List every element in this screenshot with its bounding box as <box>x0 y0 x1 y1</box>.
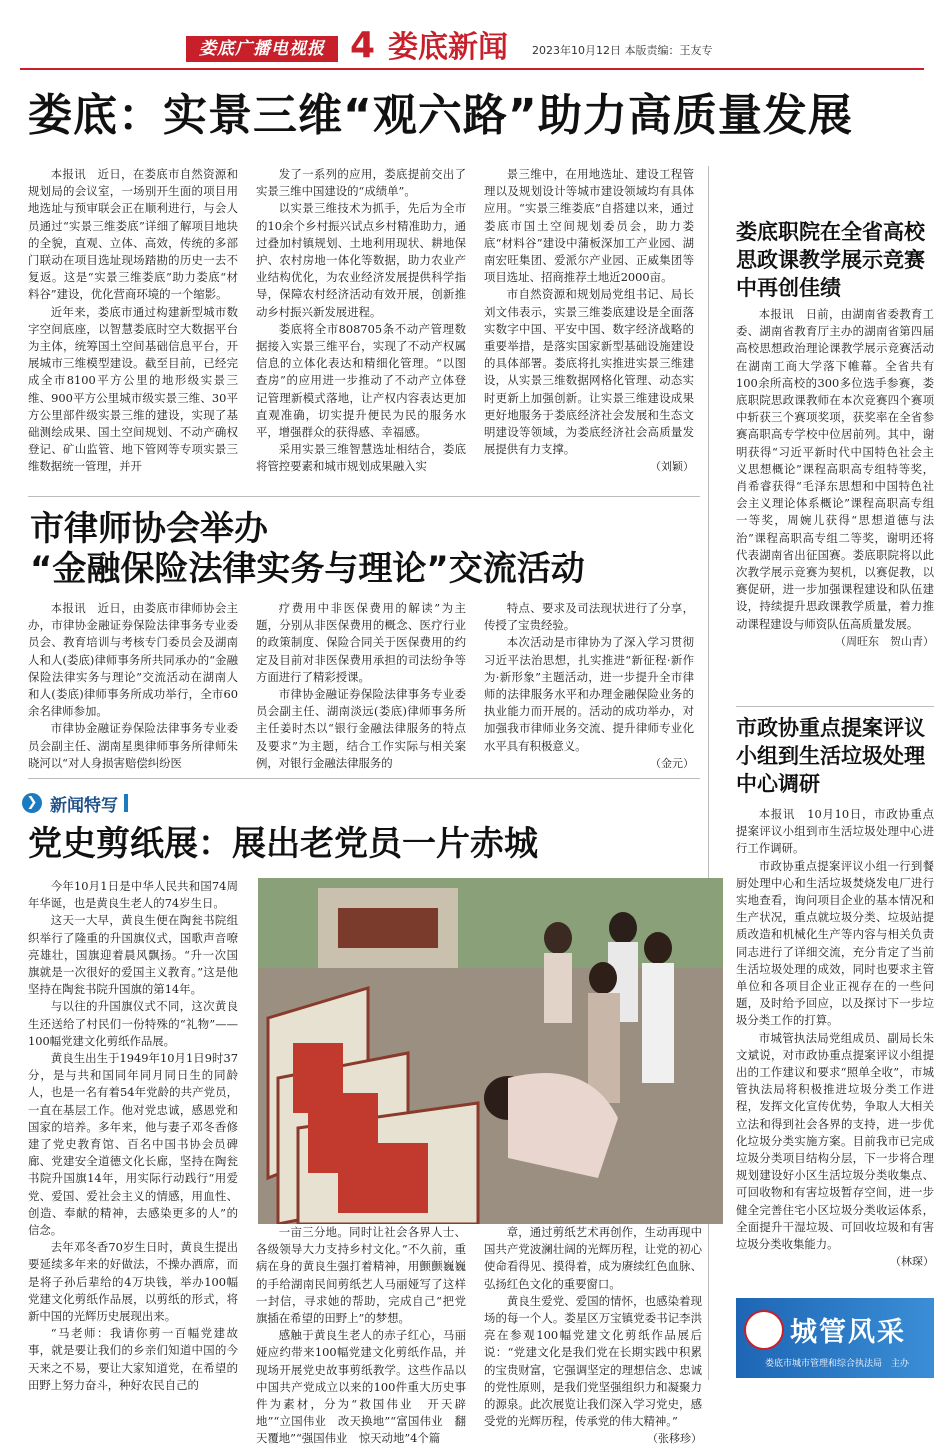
article2-paragraph: 本次活动是市律协为了深入学习贯彻习近平法治思想，扎实推进“新征程·新作为·新形象”主题活动，进一步提升全市律师的法律服务水平和办理金融保险业务的执业能力而开展的。活动的成功举办，对加强我市律师业务交流、提升律师专业化水平具有积极意义。 <box>484 635 694 753</box>
sidebar2-signature: （林琛） <box>890 1255 934 1269</box>
banner-title: 城管风采 <box>790 1317 906 1348</box>
emblem-icon <box>744 1310 784 1350</box>
sidebar-divider <box>736 706 934 707</box>
feature-tag-bar <box>124 794 128 812</box>
section-divider <box>28 778 700 779</box>
feature-tag <box>22 790 128 816</box>
article1-paragraph: 近年来，娄底市通过构建新型城市数字空间底座，以智慧娄底时空大数据平台为主体，统筹国土空间基础信息平台，开展城市三维模型建设。截至目前，已经完成全市8100平方公里的地形级实景三维、900平方公里城市级实景三维、30平方公里部件级实景三维的建设，实现了基础测绘成果、国土空间规划、不动产确权登记、矿山监管、地下管网等专项实景三维数据统一管理，并开 <box>28 304 238 474</box>
article2-headline-line2: “金融保险法律实务与理论”交流活动 <box>30 549 585 589</box>
article2-column-2 <box>256 600 466 772</box>
sidebar1-paragraph: 本报讯 日前，由湖南省委教育工委、湖南省教育厅主办的湖南省第四届高校思想政治理论课教学展示竞赛活动在湖南工商大学落下帷幕。全省共有100余所高校的300多位选手参赛，娄底职院思政课教师在本次竞赛四个赛项中斩获三个赛项奖项，获奖率在全省参赛高职高专学校中位居前列。其中，谢明获得“习近平新时代中国特色社会主义思想概论”课程高职高专组特等奖，肖希睿获得“毛泽东思想和中国特色社会主义理论体系概论”课程高职高专组一等奖，周婉儿获得“思想道德与法治”课程高职高专组二等奖，谢明还将代表湖南省出征国赛。娄底职院将以此次教学展示竞赛为契机，以赛促教，以赛促研，进一步加强课程建设和队伍建设，持续提升思政课教学质量，着力推动课程建设与师资队伍高质量发展。 <box>736 307 934 631</box>
article1-paragraph: 以实景三维技术为抓手，先后为全市的10余个乡村振兴试点乡村精准助力，通过叠加村镇规划、土地利用现状、耕地保护、农村房地一体化等数据，助力农业产业结构优化，为农业经济发展提供科学指导，保障农村经济活动有效开展，创新推动乡村振兴新发展进程。 <box>256 201 466 319</box>
article3-signature: （张移珍） <box>647 1432 702 1446</box>
article3-paragraph: “马老师：我请你剪一百幅党建故事，就是要让我们的乡亲们知道中国的今天来之不易，要让大家知道党，在希望的田野上努力奋斗，种好农民自己的 <box>28 1326 238 1392</box>
article1-column-3 <box>484 166 694 474</box>
section-title: 娄底新闻 <box>388 30 508 65</box>
city-management-banner <box>736 1298 934 1378</box>
newspaper-logo: 娄底广播电视报 <box>186 36 338 62</box>
article1-signature: （刘颖） <box>650 460 694 474</box>
article1-paragraph: 本报讯 近日，在娄底市自然资源和规划局的会议室，一场别开生面的项目用地选址与预审联会正在顺利进行，与会人员通过“实景三维娄底”详细了解项目地块的全貌，直观、立体、高效，传统的多部门联动在项目选址现场踏勘的历史一去不复返。这是“实景三维娄底”助力娄底“材料谷”建设，优化营商环境的一个缩影。 <box>28 167 238 302</box>
article1-paragraph: 市自然资源和规划局党组书记、局长刘文伟表示，实景三维娄底建设是全面落实数字中国、平安中国、数字经济战略的重要举措，是落实国家新型基础设施建设的具体部署。娄底将扎实推进实景三维建设，从实景三维数据网格化管理、动态实时更新上加强创新。让实景三维建设成果更好地服务于娄底经济社会发展和生态文明建设等领域，为娄底经济社会高质量发展提供有力支撑。 <box>484 287 694 457</box>
sidebar2-headline: 市政协重点提案评议小组到生活垃圾处理中心调研 <box>736 716 925 796</box>
article3-column-3 <box>484 1224 702 1446</box>
article2-headline-line1: 市律师协会举办 <box>30 509 268 549</box>
article2-paragraph: 特点、要求及司法现状进行了分享，传授了宝贵经验。 <box>484 601 694 633</box>
article2-paragraph: 市律协金融证券保险法律事务专业委员会副主任、湖南星奥律师事务所律师朱晓河以“对人身损害赔偿纠纷医 <box>28 721 238 770</box>
sidebar2-paragraph: 本报讯 10月10日，市政协重点提案评议小组到市生活垃圾处理中心进行工作调研。 <box>736 807 934 856</box>
masthead-divider <box>20 68 924 70</box>
sidebar2-paragraph: 市政协重点提案评议小组一行到餐厨处理中心和生活垃圾焚烧发电厂进行实地查看，询问项目企业的基本情况和生产状况，重点就垃圾分类、垃圾站提质改造和机械化生产等内容与相关负责同志进行了详细交流，充分肯定了当前生活垃圾处理的成效，同时也要求主管单位和各项目企业正视存在的一些问题，及时给予回应，以及探讨下一步垃圾分类工作的打算。 <box>736 858 934 1028</box>
article2-signature: （金元） <box>650 756 694 770</box>
article3-paragraph: 与以往的升国旗仪式不同，这次黄良生还送给了村民们一份特殊的“礼物”——100幅党建文化剪纸作品展。 <box>28 999 238 1048</box>
article3-column-1 <box>28 878 238 1394</box>
article3-paragraph: 黄良生爱党、爱国的情怀，也感染着现场的每一个人。娄星区万宝镇党委书记李洪亮在参观100幅党建文化剪纸作品展后说：“党建文化是我们党在长期实践中积累的宝贵财富，它强调坚定的理想信念、忠诚的党性原则，是我们党坚强组织力和凝聚力的源泉。此次展览让我们深入学习党史，感受党的光辉历程，传承党的伟大精神。” <box>484 1293 702 1429</box>
article3-paragraph: 章，通过剪纸艺术再创作，生动再现中国共产党波澜壮阔的光辉历程，让党的初心使命看得见、摸得着，成为赓续红色血脉、弘扬红色文化的重要窗口。 <box>484 1225 702 1291</box>
article1-paragraph: 采用实景三维智慧选址相结合，娄底将管控要素和城市规划成果融入实 <box>256 442 466 474</box>
article1-headline: 娄底：实景三维“观六路”助力高质量发展 <box>28 90 853 141</box>
page-number: 4 <box>350 25 376 66</box>
article1-paragraph: 景三维中，在用地选址、建设工程管理以及规划设计等城市建设领域均有具体应用。“实景三维娄底”自搭建以来，通过娄底市国土空间规划委员会，助力娄底“材料谷”建设中蒲板深加工产业园、湖南宏旺集团、爱派尔产业园、正威集团等项目选址、招商推荐土地近2000亩。 <box>484 167 694 285</box>
article2-paragraph: 本报讯 近日，由娄底市律师协会主办，市律协金融证券保险法律事务专业委员会、教育培训与考核专门委员会及湖南人和人(娄底)律师事务所共同承办的“金融保险法律实务与理论”交流活动在湖南人和人(娄底)律师事务所成功举行，全市60余名律师参加。 <box>28 601 238 719</box>
article2-paragraph: 市律协金融证券保险法律事务专业委员会副主任、湖南淡远(娄底)律师事务所主任姜时杰以“银行金融法律服务的特点及要求”为主题，结合工作实际与相关案例，对银行金融法律服务的 <box>256 687 466 770</box>
banner-subtitle: 娄底市城市管理和综合执法局 主办 <box>764 1359 909 1369</box>
article3-headline: 党史剪纸展：展出老党员一片赤城 <box>28 824 538 864</box>
news-photo <box>258 878 723 1224</box>
section-divider <box>28 496 700 497</box>
article3-column-2 <box>256 1224 466 1448</box>
sidebar2-paragraph: 市城管执法局党组成员、副局长朱文斌说，对市政协重点提案评议小组提出的工作建议和要求“照单全收”，市城管执法局将积极推进垃圾分类工作进程，发挥文化宣传优势，争取人大相关立法和得到社会各界的支持，进一步优化垃圾分类实施方案。目前我市已完成垃圾分类项目结构分层，下一步将合理规划建设好小区生活垃圾分类收集点、可回收物和有害垃圾暂存空间，进一步健全完善住宅小区垃圾分类收运体系，全面提升干湿垃圾、可回收垃圾和有害垃圾分类收集能力。 <box>736 1030 934 1252</box>
article2-column-1 <box>28 600 238 772</box>
date-line: 2023年10月12日 本版责编：王友专 <box>532 44 713 57</box>
article1-column-2 <box>256 166 466 476</box>
article2-paragraph: 疗费用中非医保费用的解读”为主题，分别从非医保费用的概念、医疗行业的政策制度、保险合同关于医保费用的约定及目前对非医保费用承担的司法纷争等方面进行了精彩授课。 <box>256 601 466 684</box>
sidebar1-body <box>736 306 934 649</box>
arrow-right-icon: ❯ <box>22 793 42 813</box>
sidebar2-body <box>736 806 934 1269</box>
article3-paragraph: 这天一大早，黄良生便在陶瓮书院组织举行了隆重的升国旗仪式，国歌声音嘹亮雄壮，国旗迎着晨风飘扬。“升一次国旗就是一次很好的爱国主义教育。”这是他坚持在陶瓮书院升国旗的第14年。 <box>28 913 238 997</box>
article3-paragraph: 感触于黄良生老人的赤子红心，马丽娅应约带来100幅党建文化剪纸作品，并现场开展党史故事剪纸教学。这些作品以中国共产党成立以来的100件重大历史事件为素材，分为“救国伟业 开天辟地”“立国伟业 改天换地”“富国伟业 翻天覆地”“强国伟业 惊天动地”4个篇 <box>256 1328 466 1446</box>
sidebar1-headline: 娄底职院在全省高校思政课教学展示竞赛中再创佳绩 <box>736 220 925 300</box>
article2-column-3 <box>484 600 694 771</box>
article1-column-1 <box>28 166 238 476</box>
article3-paragraph: 一亩三分地。同时让社会各界人士、各级领导大力支持乡村文化。”不久前，重病在身的黄良生强打着精神，用颤颤巍巍的手给湖南民间剪纸艺人马丽娅写了这样一封信，寻求她的帮助，完成自己“把党旗插在希望的田野上”的梦想。 <box>256 1225 466 1326</box>
article3-paragraph: 今年10月1日是中华人民共和国74周年华诞，也是黄良生老人的74岁生日。 <box>28 879 238 911</box>
article3-paragraph: 去年邓冬香70岁生日时，黄良生提出要延续多年来的好做法，不操办酒席，而是将子孙后辈给的4万块钱，举办100幅党建文化剪纸作品展，以剪纸的形式，将新中国的光辉历史展现出来。 <box>28 1240 238 1324</box>
article3-paragraph: 黄良生出生于1949年10月1日9时37分，是与共和国同年同月同日生的同龄人，也是一名有着54年党龄的共产党员，一直在基层工作。他对党忠诚，感恩党和国家的培养。多年来，他与妻子邓冬香修建了党史教育馆、百名中国书协会员碑廊、党建安全道德文化长廊，坚持在陶瓮书院升国旗14年，用实际行动践行“用爱党、爱国、爱社会主义的情感，用血性、创造、奉献的精神，去感染更多的人”的信念。 <box>28 1051 238 1238</box>
article1-paragraph: 娄底将全市808705条不动产管理数据接入实景三维平台，实现了不动产权属信息的立体化表达和精细化管理。“以图查房”的应用进一步推动了不动产立体登记管理新模式落地，让产权内容表达更加直观准确，切实提升便民为民的服务水平，增强群众的获得感、幸福感。 <box>256 321 466 440</box>
sidebar1-signature: （周旺东 贺山青） <box>835 634 934 648</box>
article1-paragraph: 发了一系列的应用，娄底提前交出了实景三维中国建设的“成绩单”。 <box>256 167 466 199</box>
feature-tag-label: 新闻特写 <box>50 795 118 816</box>
